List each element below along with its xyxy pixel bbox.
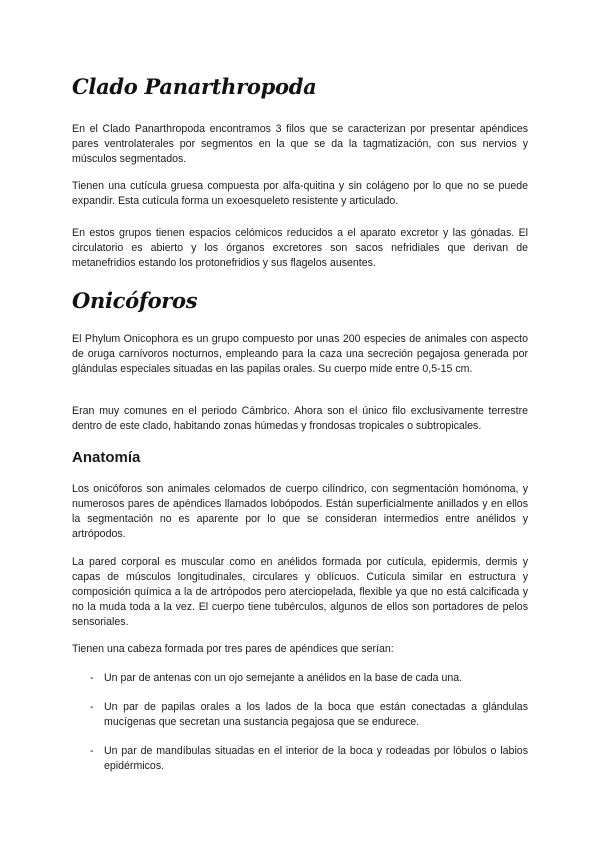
list-item bbox=[90, 671, 528, 686]
list-item-text: Un par de papilas orales a los lados de la boca que están conectadas a glándulas mucígenas que secretan una sustancia pegajosa que se endurece. bbox=[104, 701, 528, 728]
paragraph-cambrian: Eran muy comunes en el periodo Cámbrico. Ahora son el único filo exclusivamente terrestre dentro de este clado, habitando zonas húmedas y frondosas tropicales o subtropicales. bbox=[72, 405, 528, 432]
section-title-anatomia: Anatomía bbox=[72, 449, 141, 466]
section-title-panarthropoda: Clado Panarthropoda bbox=[72, 74, 317, 99]
list-dash: - bbox=[90, 672, 94, 684]
list-dash: - bbox=[90, 701, 94, 713]
list-dash: - bbox=[90, 745, 94, 757]
paragraph-cuticle: Tienen una cutícula gruesa compuesta por alfa-quitina y sin colágeno por lo que no se puede expandir. Esta cutícula forma un exoesqueleto resistente y articulado. bbox=[72, 180, 528, 207]
list-item bbox=[90, 744, 528, 774]
paragraph-coelom: En estos grupos tienen espacios celómicos reducidos a el aparato excretor y las gónadas. El circulatorio es abierto y los órganos excretores son sacos nefridiales que derivan de metanefridios estando los protonefridios y sus flagelos ausentes. bbox=[72, 227, 528, 269]
list-item-text: Un par de mandíbulas situadas en el interior de la boca y rodeadas por lóbulos o labios epidérmicos. bbox=[104, 745, 528, 772]
section-title-onicoforos: Onicóforos bbox=[72, 288, 198, 313]
paragraph-body-wall: La pared corporal es muscular como en anélidos formada por cutícula, epidermis, dermis y capas de músculos longitudinales, circulares y oblícuos. Cutícula similar en estructura y composición química a la de artrópodos pero aterciopelada, flexible ya que no está calcificada y no la muda toda a la vez. El cuerpo tiene tubérculos, algunos de ellos son portadores de pelos sensoriales. bbox=[72, 556, 528, 628]
paragraph-head: Tienen una cabeza formada por tres pares de apéndices que serían: bbox=[72, 643, 394, 655]
appendage-list bbox=[90, 671, 528, 788]
paragraph-onicophora-intro: El Phylum Onicophora es un grupo compuesto por unas 200 especies de animales con aspecto de oruga carnívoros nocturnos, empleando para la caza una secreción pegajosa generada por glándulas especiales situadas en las papilas orales. Su cuerpo mide entre 0,5-15 cm. bbox=[72, 333, 528, 375]
paragraph-anatomy-body: Los onicóforos son animales celomados de cuerpo cilíndrico, con segmentación homónoma, y numerosos pares de apéndices llamados lobópodos. Están superficialmente anillados y en ellos la segmentación no es aparente por lo que se consideran intermedios entre anélidos y artrópodos. bbox=[72, 483, 528, 540]
list-item-text: Un par de antenas con un ojo semejante a anélidos en la base de cada una. bbox=[104, 672, 463, 684]
list-item bbox=[90, 700, 528, 730]
paragraph-panarthropoda-intro: En el Clado Panarthropoda encontramos 3 filos que se caracterizan por presentar apéndices pares ventrolaterales por segmentos en la que se da la tagmatización, con sus nervios y músculos segmentados. bbox=[72, 123, 528, 165]
